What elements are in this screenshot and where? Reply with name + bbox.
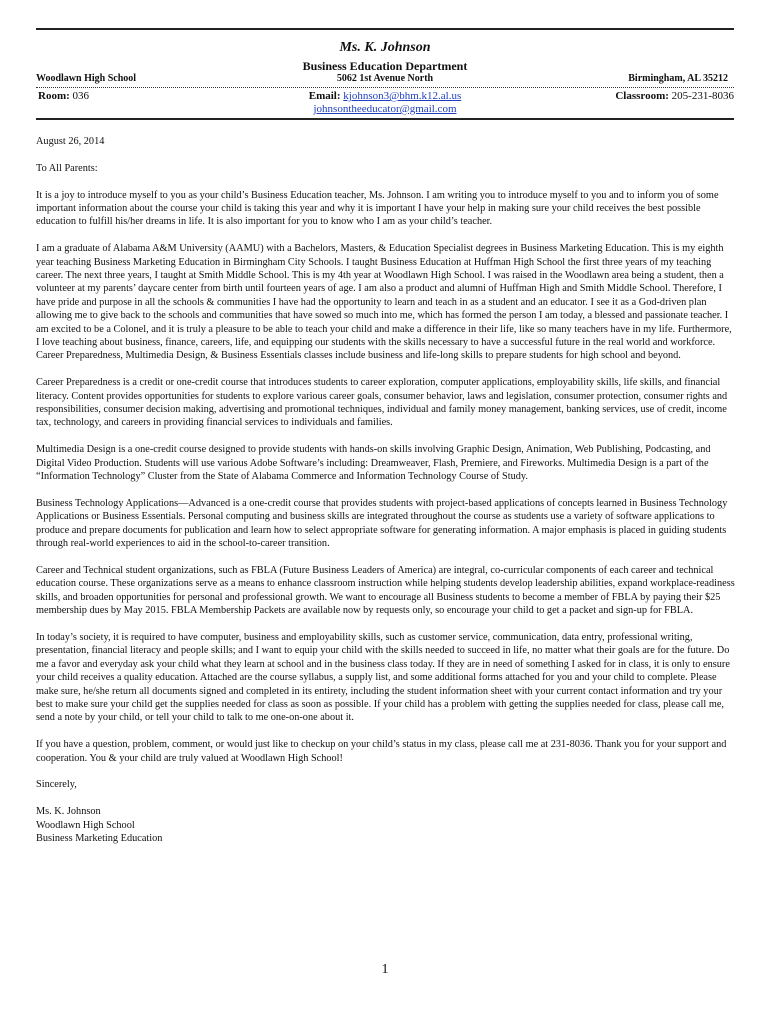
page-number: 1 bbox=[381, 962, 389, 977]
paragraph-fbla: Career and Technical student organizations, such as FBLA (Future Business Leaders of America) are integral, co-curricular components of each career and technical education course. These organizations serve as a means to enhance classroom instruction while helping students develop leadership abilities, expand workplace-readiness skills, and broaden opportunities for personal and professional growth. We want to encourage all Business students to become a member of FBLA by paying their $25 membership dues by May 2015. FBLA Membership Packets are available now by requests only, so encourage your child to get a packet and sign-up for FBLA. bbox=[36, 564, 735, 617]
email-link-secondary[interactable]: johnsontheeducator@gmail.com bbox=[313, 103, 457, 115]
header-bottom-rule bbox=[36, 118, 734, 120]
signature-department: Business Marketing Education bbox=[36, 832, 163, 844]
letter-salutation: To All Parents: bbox=[36, 162, 98, 174]
email-link-primary[interactable]: kjohnson3@bhm.k12.al.us bbox=[343, 90, 462, 102]
room-label: Room: bbox=[38, 90, 70, 102]
email-label: Email: bbox=[308, 90, 341, 102]
paragraph-skills-and-supplies: In today’s society, it is required to have computer, business and employability skills, such as customer service, communication, data entry, professional writing, presentation, financial literacy and people skills; and I want to equip your child with the skills needed to succeed in life, no matter what their goals are for the future. Do me a favor and everyday ask your child what they learn at school and in the business class today. If they are in need of something I asked for in class, it is only to ensure your child receives a quality education. Attached are the course syllabus, a supply list, and some additional forms attached for you and your child to complete. Please make sure, he/she return all documents signed and completed in its entirety, including the student information sheet with your current contact information and try your best to make sure your child get the supplies needed for class as soon as possible. If your child has a problem with getting the supplies needed for class, please call me, send a note by your child, or tell your child to talk to me one-on-one about it. bbox=[36, 631, 730, 724]
signature-school: Woodlawn High School bbox=[36, 819, 135, 831]
classroom-phone-info bbox=[615, 90, 734, 102]
school-name: Woodlawn High School bbox=[36, 73, 137, 84]
signature-block bbox=[36, 805, 736, 845]
contact-row bbox=[36, 90, 734, 104]
room-value: 036 bbox=[72, 90, 90, 102]
letter-body bbox=[36, 135, 736, 845]
address-row bbox=[36, 73, 734, 87]
department-heading: Business Education Department bbox=[302, 59, 468, 73]
letter-date: August 26, 2014 bbox=[36, 136, 105, 147]
secondary-email-row bbox=[0, 103, 770, 115]
paragraph-multimedia-design: Multimedia Design is a one-credit course designed to provide students with hands-on skills involving Graphic Design, Animation, Web Publishing, Podcasting, and Digital Video Production. Students will use various Adobe Software’s including: Dreamweaver, Flash, Premiere, and Fireworks. Multimedia Design is a part of the “Information Technology” Cluster from the State of Alabama Commerce and Information Technology Course of Study. bbox=[36, 444, 711, 483]
street-address: 5062 1st Avenue North bbox=[336, 73, 434, 84]
paragraph-business-technology: Business Technology Applications—Advanced is a one-credit course that provides students with project-based applications of concepts learned in Business Technology Applications or Business Essentials. Personal computing and business skills are integrated throughout the course as students use a variety of software applications to produce and prepare documents for publication and learn how to select appropriate software for generating information. A major emphasis is placed in guiding students through real-world experiences to aid in the school-to-career transition. bbox=[36, 497, 728, 550]
classroom-label: Classroom: bbox=[615, 90, 669, 102]
city-state-zip: Birmingham, AL 35212 bbox=[628, 73, 728, 84]
header-dotted-rule bbox=[36, 87, 734, 88]
header-top-rule bbox=[36, 28, 734, 30]
paragraph-introduction: It is a joy to introduce myself to you as your child’s Business Education teacher, Ms. Johnson. I am writing you to introduce myself to you and to inform you of some important information about the course your child is taking this year and why it is important I have your help in making sure your child receives the best possible education to fulfill his/her dreams in life. It is also important for you to know who I am as your child’s teacher. bbox=[36, 189, 719, 228]
paragraph-career-preparedness: Career Preparedness is a credit or one-credit course that introduces students to career exploration, computer applications, employability skills, life skills, and financial literacy. Content provides opportunities for students to explore various career goals, consumer behavior, laws and legislation, consumer protection, consumer rights and responsibilities, consumer decision making, advertising and promotional techniques, individual and family money management, banking services, use of credit, income tax, technology, and careers in providing financial services to individuals and families. bbox=[36, 377, 728, 429]
signature-name: Ms. K. Johnson bbox=[36, 806, 101, 818]
teacher-name-heading: Ms. K. Johnson bbox=[339, 40, 431, 55]
paragraph-background: I am a graduate of Alabama A&M University (AAMU) with a Bachelors, Masters, & Education Specialist degrees in Business Marketing Education. This is my eighth year teaching Business Marketing Education in Birmingham City Schools. I taught Business Education at Huffman High School the first three years of my teaching career. The next three years, I taught at Smith Middle School. This is my 4th year at Woodlawn High School. I was raised in the Woodlawn area being a student, then a volunteer at my parents’ daycare center from birth until fourteen years of age. I am also a product and alumni of Huffman High and Smith Middle School. Therefore, I have pride and purpose in all the schools & communities I have had the opportunity to learn and teach in as a student and an educator. I see it as a God-driven plan allowing me to give back to the schools and communities that have sowed so much into me, which has formed the person I am today, a blessed and passionate teacher. I am excited to be a Colonel, and it is truly a pleasure to be able to teach your child and make a difference in their life, like so many teachers have in my life. Furthermore, I love teaching about business, finance, careers, life, and equipping our students with the skills necessary to have a successful future in the real world and workforce. Career Preparedness, Multimedia Design, & Business Essentials classes include business and life-long skills to prepare students for high school and beyond. bbox=[36, 243, 732, 362]
letter-closing: Sincerely, bbox=[36, 779, 77, 791]
paragraph-contact: If you have a question, problem, comment, or would just like to checkup on your child’s status in my class, please call me at 231-8036. Thank you for your support and cooperation. You & your child are truly valued at Woodlawn High School! bbox=[36, 739, 727, 764]
classroom-phone: 205-231-8036 bbox=[671, 90, 734, 102]
